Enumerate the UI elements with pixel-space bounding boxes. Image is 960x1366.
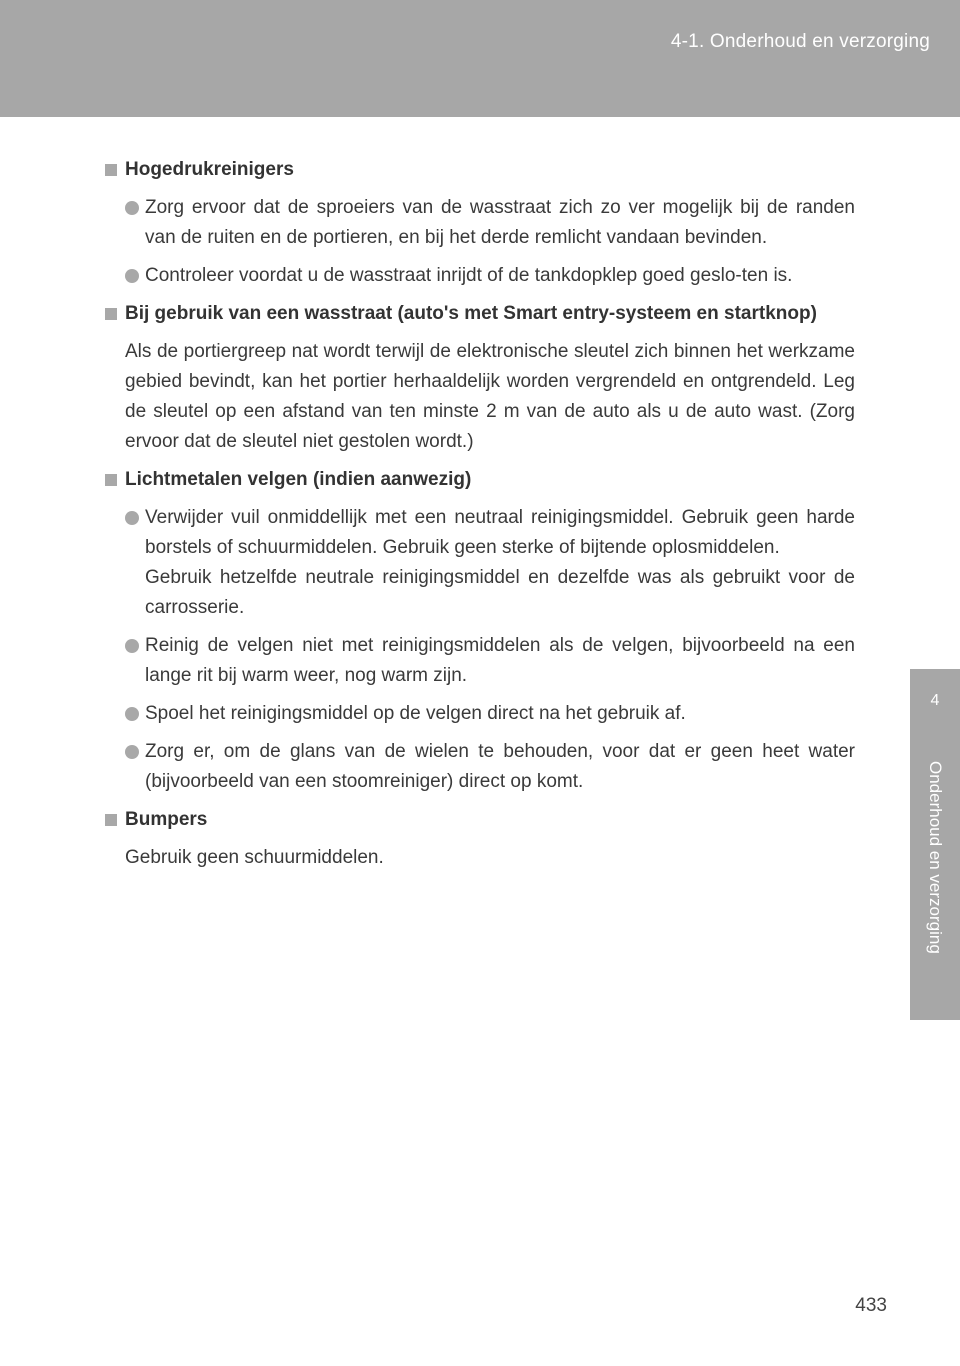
- circle-bullet-icon: [125, 269, 139, 283]
- list-item-text: Controleer voordat u de wasstraat inrijdt of de tankdopklep goed geslo-ten is.: [145, 265, 793, 286]
- list-item: [105, 631, 855, 691]
- circle-bullet-icon: [125, 201, 139, 215]
- circle-bullet-icon: [125, 639, 139, 653]
- chapter-side-tab: [910, 669, 960, 1020]
- page-number: 433: [855, 1295, 887, 1316]
- page-content: [105, 155, 855, 881]
- square-bullet-icon: [105, 814, 117, 826]
- section-heading: [105, 805, 855, 835]
- section-bumpers: [105, 805, 855, 873]
- section-heading: [105, 155, 855, 185]
- section-heading: [105, 465, 855, 495]
- list-item: [105, 737, 855, 797]
- list-item: [105, 699, 855, 729]
- section-heading-text: Hogedrukreinigers: [125, 159, 294, 180]
- section-lichtmetalen-velgen: [105, 465, 855, 797]
- square-bullet-icon: [105, 308, 117, 320]
- list-item: [105, 193, 855, 253]
- page-header: [0, 0, 960, 117]
- square-bullet-icon: [105, 164, 117, 176]
- section-heading: [105, 299, 855, 329]
- section-heading-text: Lichtmetalen velgen (indien aanwezig): [125, 469, 472, 490]
- list-item-text: Spoel het reinigingsmiddel op de velgen direct na het gebruik af.: [145, 703, 686, 724]
- paragraph: Als de portiergreep nat wordt terwijl de elektronische sleutel zich binnen het werkzame gebied bevindt, kan het portier herhaaldelijk worden vergrendeld en ontgrendeld. Leg de sleutel op een afstand van ten minste 2 m van de auto als u de auto wast. (Zorg ervoor dat de sleutel niet gestolen wordt.): [125, 341, 855, 452]
- list-item-text: Zorg ervoor dat de sproeiers van de wasstraat zich zo ver mogelijk bij de randen van de ruiten en de portieren, en bij het derde remlicht vandaan bevinden.: [145, 197, 855, 248]
- chapter-label: Onderhoud en verzorging: [926, 761, 945, 954]
- list-item: [105, 503, 855, 623]
- section-hogedrukreinigers: [105, 155, 855, 291]
- paragraph: Gebruik geen schuurmiddelen.: [125, 847, 384, 868]
- list-item-text: Gebruik hetzelfde neutrale reinigingsmiddel en dezelfde was als gebruikt voor de carrosserie.: [145, 567, 855, 618]
- section-wasstraat: [105, 299, 855, 457]
- circle-bullet-icon: [125, 707, 139, 721]
- list-item-text: Zorg er, om de glans van de wielen te behouden, voor dat er geen heet water (bijvoorbeeld van een stoomreiniger) direct op komt.: [145, 741, 855, 792]
- section-title: 4-1. Onderhoud en verzorging: [670, 31, 930, 52]
- list-item-text: Verwijder vuil onmiddellijk met een neutraal reinigingsmiddel. Gebruik geen harde borstels of schuurmiddelen. Gebruik geen sterke of bijtende oplosmiddelen.: [145, 507, 855, 558]
- chapter-number: 4: [930, 692, 940, 709]
- circle-bullet-icon: [125, 745, 139, 759]
- circle-bullet-icon: [125, 511, 139, 525]
- list-item: [105, 261, 855, 291]
- list-item-text: Reinig de velgen niet met reinigingsmiddelen als de velgen, bijvoorbeeld na een lange rit bij warm weer, nog warm zijn.: [145, 635, 855, 686]
- square-bullet-icon: [105, 474, 117, 486]
- section-heading-text: Bij gebruik van een wasstraat (auto's met Smart entry-systeem en startknop): [125, 303, 817, 324]
- section-heading-text: Bumpers: [125, 809, 208, 830]
